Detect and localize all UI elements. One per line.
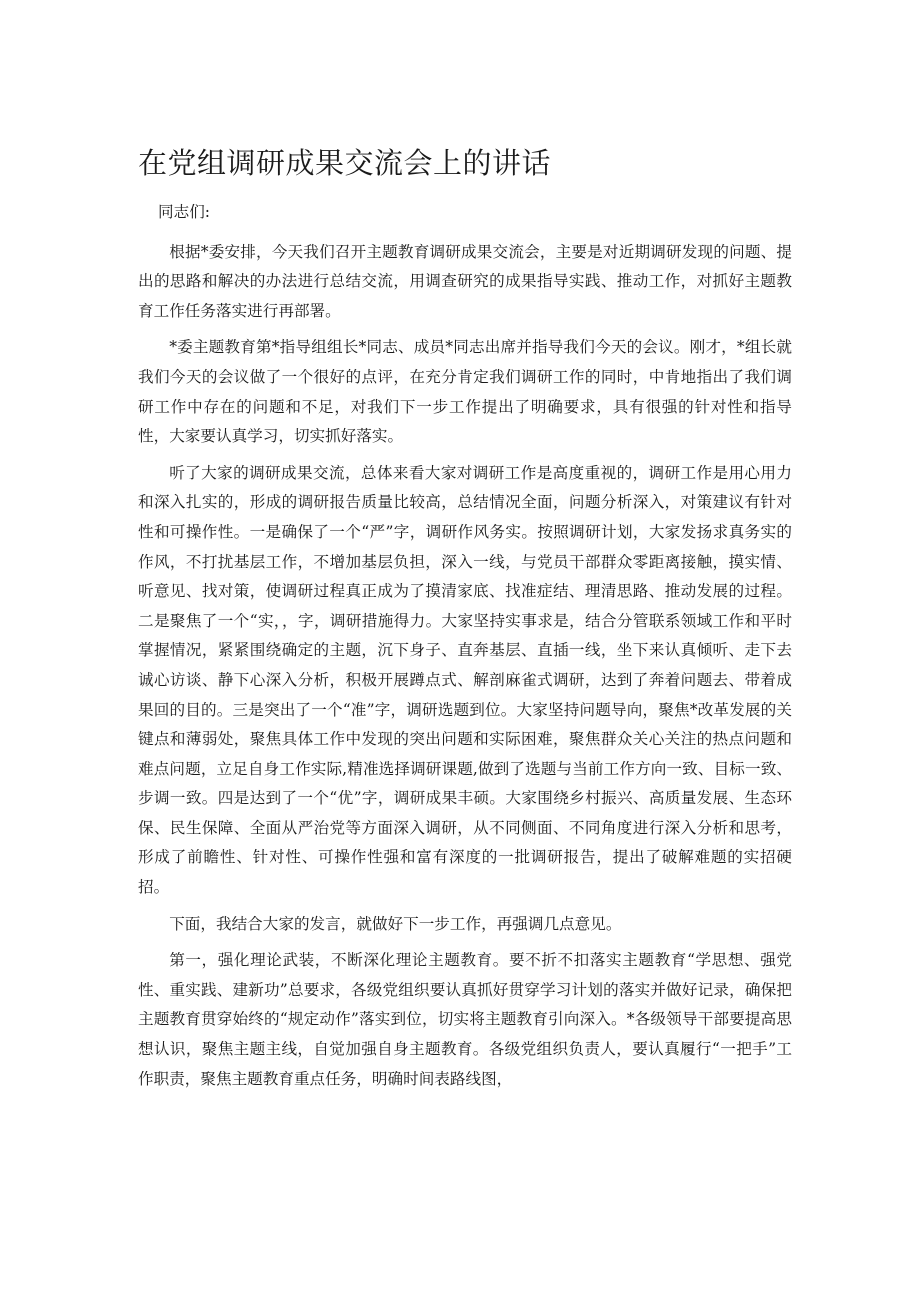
salutation: 同志们: [158,203,211,221]
paragraph-review: 听了大家的调研成果交流，总体来看大家对调研工作是高度重视的，调研工作是用心用力和深入扎实的，形成的调研报告质量比较高，总结情况全面，问题分析深入，对策建议有针对性和可操作性。一是确保了一个“严”字，调研作风务实。按照调研计划，大家发扬求真务实的作风，不打扰基层工作，不增加基层负担，深入一线，与党员干部群众零距离接触，摸实情、听意见、找对策，使调研过程真正成为了摸清家底、找准症结、理清思路、推动发展的过程。二是聚焦了一个“实，，字，调研措施得力。大家坚持实事求是，结合分管联系领域工作和平时掌握情况，紧紧围绕确定的主题，沉下身子、直奔基层、直插一线，坐下来认真倾听、走下去诚心访谈、静下心深入分析，积极开展蹲点式、解剖麻雀式调研，达到了奔着问题去、带着成果回的目的。三是突出了一个“准”字，调研选题到位。大家坚持问题导向，聚焦*改革发展的关键点和薄弱处，聚焦具体工作中发现的突出问题和实际困难，聚焦群众关心关注的热点问题和难点问题，立足自身工作实际,精准选择调研课题,做到了选题与当前工作方向一致、目标一致、步调一致。四是达到了一个“优”字，调研成果丰硕。大家围绕乡村振兴、高质量发展、生态环保、民生保障、全面从严治党等方面深入调研，从不同侧面、不同角度进行深入分析和思考，形成了前瞻性、针对性、可操作性强和富有深度的一批调研报告，提出了破解难题的实招硬招。 [138,463,792,897]
paragraph-first-point: 第一，强化理论武装，不断深化理论主题教育。要不折不扣落实主题教育“学思想、强党性、重实践、建新功”总要求，各级党组织要认真抓好贯穿学习计划的落实并做好记录，确保把主题教育贯穿始终的“规定动作”落实到位，切实将主题教育引向深入。*各级领导干部要提高思想认识，聚焦主题主线，自觉加强自身主题教育。各级党组织负责人，要认真履行“一把手”工作职责，聚焦主题教育重点任务，明确时间表路线图， [138,951,792,1088]
document-title: 在党组调研成果交流会上的讲话 [138,146,552,180]
document-body [138,198,792,1101]
paragraph-transition: 下面，我结合大家的发言，就做好下一步工作，再强调几点意见。 [169,914,622,933]
paragraph-attendees: *委主题教育第*指导组组长*同志、成员*同志出席并指导我们今天的会议。刚才，*组长就我们今天的会议做了一个很好的点评，在充分肯定我们调研工作的同时，中肯地指出了我们调研工作中存在的问题和不足，对我们下一步工作提出了明确要求，具有很强的针对性和指导性，大家要认真学习，切实抓好落实。 [138,338,792,446]
paragraph-intro: 根据*委安排，今天我们召开主题教育调研成果交流会，主要是对近期调研发现的问题、提出的思路和解决的办法进行总结交流，用调查研究的成果指导实践、推动工作，对抓好主题教育工作任务落实进行再部署。 [138,242,792,320]
